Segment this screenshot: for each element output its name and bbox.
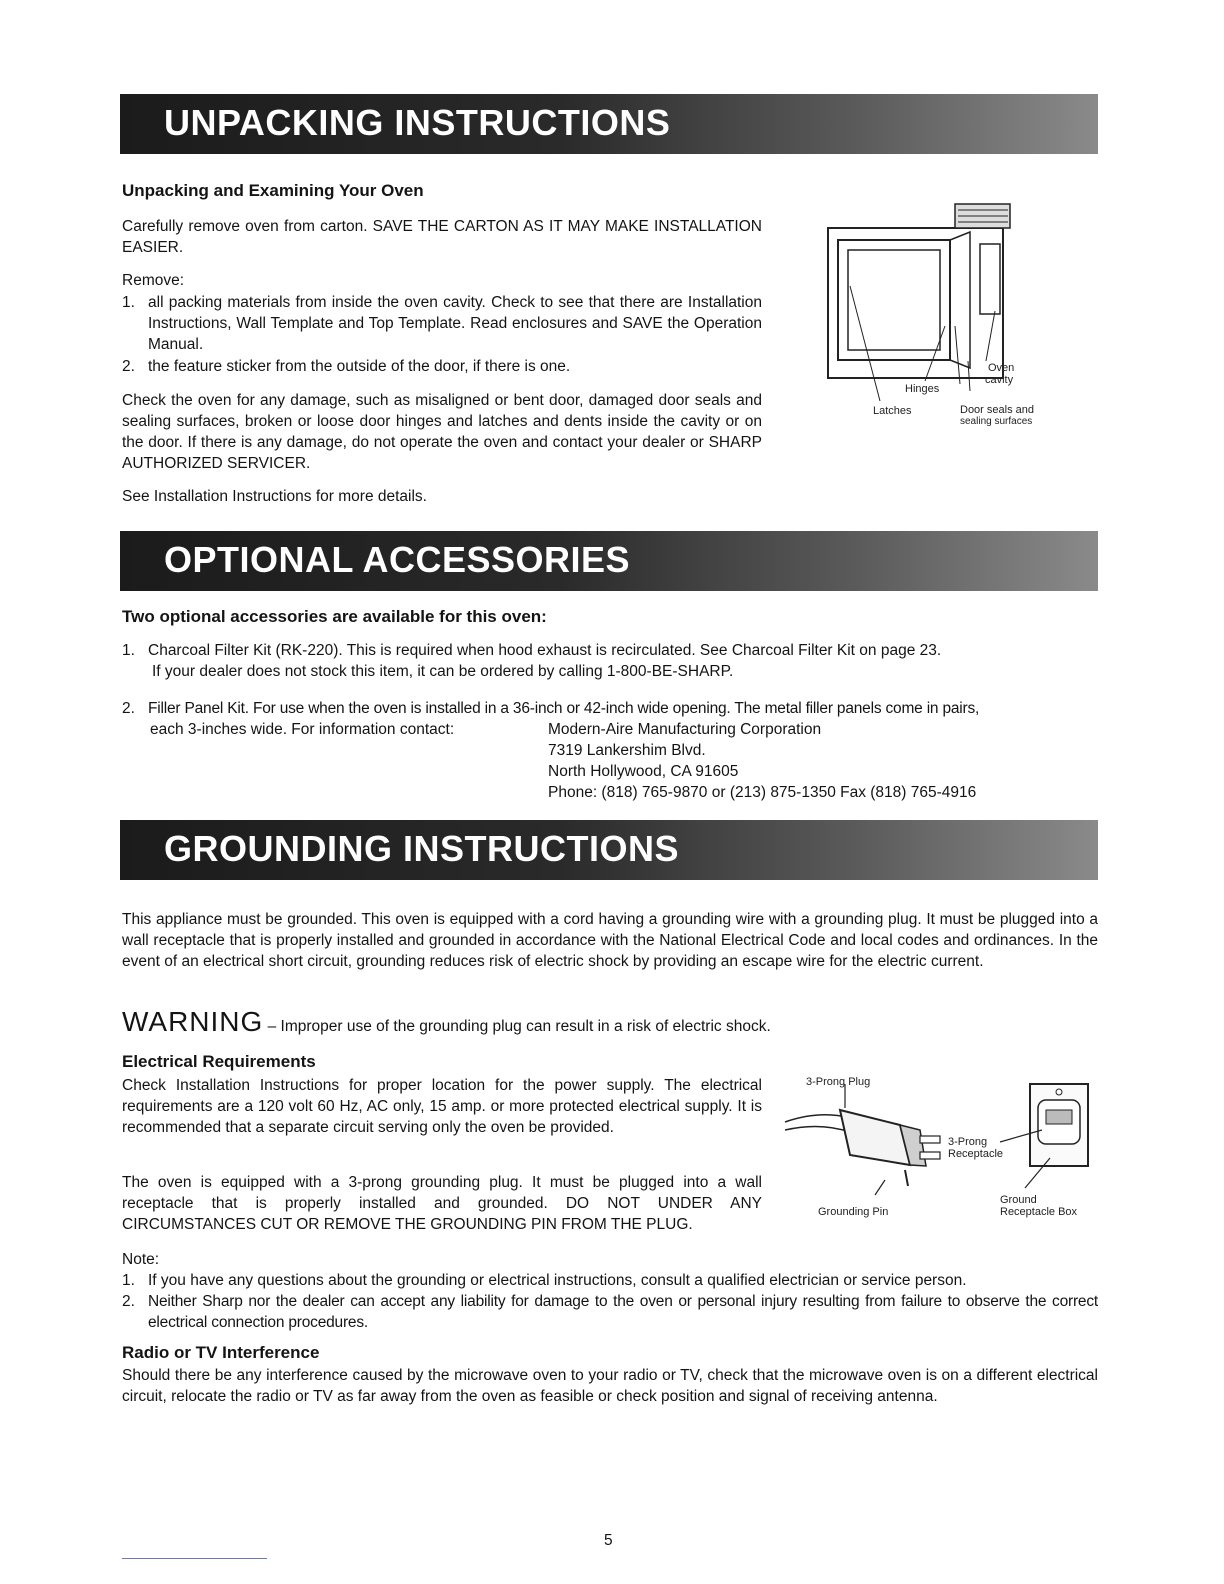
- door-seals-label-1: Door seals and: [960, 404, 1034, 416]
- grounding-pin-label: Grounding Pin: [818, 1206, 889, 1218]
- remove-item-2-number: 2.: [122, 358, 135, 375]
- grounding-banner-title: GROUNDING INSTRUCTIONS: [164, 828, 679, 869]
- warning-line: [122, 1006, 771, 1038]
- note-item-2: [122, 1291, 1098, 1333]
- note-item-2-number: 2.: [122, 1293, 135, 1310]
- footer-rule: [122, 1558, 267, 1559]
- address-city: North Hollywood, CA 91605: [548, 763, 739, 780]
- remove-item-1-text: all packing materials from inside the oven cavity. Check to see that there are Installation Instructions, Wall Template and Top Template. Read enclosures and SAVE the Operation Manual.: [148, 294, 762, 353]
- warning-text: – Improper use of the grounding plug can result in a risk of electric shock.: [263, 1018, 771, 1035]
- ground-box-label-1: Ground: [1000, 1194, 1037, 1206]
- unpacking-heading: Unpacking and Examining Your Oven: [122, 181, 424, 200]
- note-label: Note:: [122, 1251, 160, 1268]
- accessory-2-number: 2.: [122, 700, 135, 717]
- electrical-requirements-p2: The oven is equipped with a 3-prong grounding plug. It must be plugged into a wall receptacle that is properly installed and grounded. DO NOT UNDER ANY CIRCUMSTANCES CUT OR REMOVE THE GROUNDING PIN FROM THE PLUG.: [122, 1174, 762, 1233]
- remove-item-1: [122, 292, 762, 355]
- accessory-2-line-1: Filler Panel Kit. For use when the oven is installed in a 36-inch or 42-inch wide opening. The metal filler panels come in pairs,: [148, 700, 980, 717]
- accessory-1-line-1: Charcoal Filter Kit (RK-220). This is required when hood exhaust is recirculated. See Charcoal Filter Kit on page 23.: [148, 642, 942, 659]
- remove-item-2-text: the feature sticker from the outside of the door, if there is one.: [148, 358, 571, 375]
- electrical-requirements-heading: Electrical Requirements: [122, 1052, 316, 1071]
- address-street: 7319 Lankershim Blvd.: [548, 742, 706, 759]
- warning-word: WARNING: [122, 1006, 264, 1037]
- accessory-1-number: 1.: [122, 642, 135, 659]
- receptacle-label-2: Receptacle: [948, 1148, 1004, 1160]
- grounding-plug-illustration: [780, 1070, 1100, 1220]
- grounding-intro: This appliance must be grounded. This oven is equipped with a cord having a grounding wire with a grounding plug. It must be plugged into a wall receptacle that is properly installed and grounded in accordance with the National Electrical Code and local codes and ordinances. In the event of an electrical short circuit, grounding reduces risk of electric shock by providing an escape wire for the electric current.: [122, 911, 1098, 970]
- unpacking-check-paragraph: Check the oven for any damage, such as misaligned or bent door, damaged door seals and sealing surfaces, broken or loose door hinges and latches and dents inside the cavity or on the door. If there is any damage, do not operate the oven and contact your dealer or SHARP AUTHORIZED SERVICER.: [122, 392, 762, 472]
- oven-cavity-label-1: Oven: [988, 362, 1015, 374]
- grounding-banner: [120, 820, 1098, 880]
- note-item-1: [122, 1270, 1098, 1291]
- oven-cavity-label-2: cavity: [985, 374, 1014, 386]
- electrical-requirements-p1: Check Installation Instructions for proper location for the power supply. The electrical requirements are a 120 volt 60 Hz, AC only, 15 amp. or more protected electrical supply. It is recommended that a separate circuit serving only the oven be provided.: [122, 1077, 762, 1136]
- accessories-banner-title: OPTIONAL ACCESSORIES: [164, 539, 631, 580]
- accessories-heading: Two optional accessories are available for this oven:: [122, 607, 547, 626]
- receptacle-label-1: 3-Prong: [948, 1136, 988, 1148]
- unpacking-banner: [120, 94, 1098, 154]
- page-number: 5: [604, 1532, 613, 1549]
- ground-box-label-2: Receptacle Box: [1000, 1206, 1078, 1218]
- three-prong-plug-label: 3-Prong Plug: [806, 1076, 871, 1088]
- radio-tv-text: Should there be any interference caused by the microwave oven to your radio or TV, check that the microwave oven is on a different electrical circuit, relocate the radio or TV as far away from the oven as feasible or check position and signal of receiving antenna.: [122, 1367, 1098, 1405]
- hinges-label: Hinges: [905, 383, 940, 395]
- unpacking-banner-title: UNPACKING INSTRUCTIONS: [164, 102, 671, 143]
- latches-label: Latches: [873, 405, 912, 417]
- door-seals-label-2: sealing surfaces: [960, 416, 1033, 427]
- note-item-2-text: Neither Sharp nor the dealer can accept any liability for damage to the oven or personal injury resulting from failure to observe the correct electrical connection procedures.: [148, 1293, 1098, 1331]
- note-item-1-number: 1.: [122, 1272, 135, 1289]
- note-item-1-text: If you have any questions about the grounding or electrical instructions, consult a qualified electrician or service person.: [148, 1272, 967, 1289]
- remove-label: Remove:: [122, 272, 185, 289]
- address-phone: Phone: (818) 765-9870 or (213) 875-1350 Fax (818) 765-4916: [548, 784, 977, 801]
- address-company: Modern-Aire Manufacturing Corporation: [548, 721, 822, 738]
- unpacking-see-more: See Installation Instructions for more details.: [122, 488, 427, 505]
- radio-tv-heading: Radio or TV Interference: [122, 1343, 320, 1362]
- accessories-banner: [120, 531, 1098, 591]
- remove-item-2: [122, 356, 762, 377]
- unpacking-intro: Carefully remove oven from carton. SAVE THE CARTON AS IT MAY MAKE INSTALLATION EASIER.: [122, 218, 762, 256]
- accessory-1-line-2: If your dealer does not stock this item, it can be ordered by calling 1-800-BE-SHARP.: [152, 663, 734, 680]
- accessory-2-line-2: each 3-inches wide. For information contact:: [150, 721, 455, 738]
- remove-item-1-number: 1.: [122, 294, 135, 311]
